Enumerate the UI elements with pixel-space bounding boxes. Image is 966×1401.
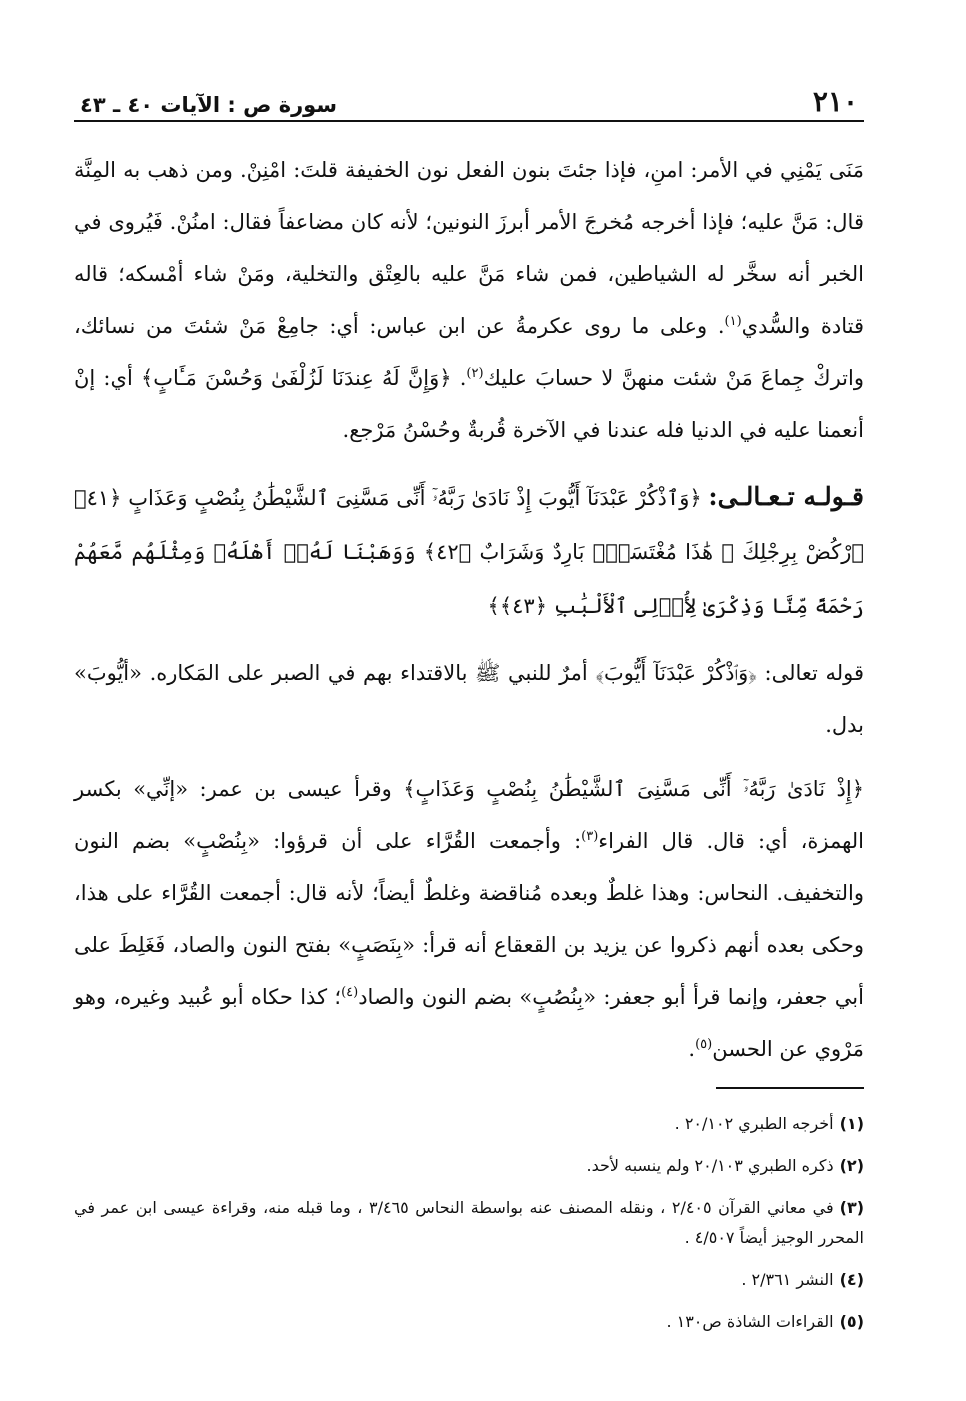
paragraph-2 xyxy=(74,647,864,751)
footnote-text: ذكره الطبري ٢٠/١٠٣ ولم ينسبه لأحد. xyxy=(586,1156,834,1175)
paragraph-3 xyxy=(74,763,864,1075)
paragraph-text: . ﴿وَإِنَّ لَهُ عِندَنَا لَزُلْفَىٰ وَحُسْنَ مَـَٔابٍ﴾ أي: إنْ أنعمنا عليه في الدنيا فله عندنا في الآخرة قُربةٌ وحُسْنُ مَرْجع. xyxy=(74,366,864,442)
footnote-item xyxy=(74,1265,864,1295)
footnote-item xyxy=(74,1193,864,1253)
footnote-ref: (٤) xyxy=(341,985,359,1000)
footnote-divider xyxy=(716,1087,864,1089)
verse-intro: قـولـه تـعـالـى: xyxy=(708,482,864,511)
paragraph-1 xyxy=(74,144,864,456)
page-number: ٢١٠ xyxy=(812,85,858,118)
running-title: سورة ص : الآيات ٤٠ ـ ٤٣ xyxy=(80,93,337,117)
paragraph-text: ﴿إِذْ نَادَىٰ رَبَّهُۥٓ أَنِّى مَسَّنِىَ ٱلشَّيْطَٰنُ بِنُصْبٍ وَعَذَابٍ﴾ وقرأ عيسى بن عمر: «إنِّي» بكسر الهمزة، أي: قال. قال الفراء xyxy=(74,777,864,853)
quran-verse: ﴿وَٱذْكُرْ عَبْدَنَآ أَيُّوبَ إِذْ نَادَىٰ رَبَّهُۥٓ أَنِّى مَسَّنِىَ ٱلشَّيْطَٰنُ بِنُصْبٍ وَعَذَابٍ ﴿٤١﴾ ٱرْكُضْ بِرِجْلِكَ ۖ هَٰذَا مُغْتَسَلٌۢ بَارِدٌ وَشَرَابٌ ﴿٤٢﴾ وَوَهَبْنَا لَهُۥٓ أَهْلَهُۥ وَمِثْلَهُم مَّعَهُمْ رَحْمَةً مِّنَّا وَذِكْرَىٰ لِأُو۟لِى ٱلْأَلْبَٰبِ ﴿٤٣﴾﴾ xyxy=(74,486,864,618)
quran-verse-block xyxy=(74,470,864,633)
footnote-number: (٢) xyxy=(839,1156,864,1175)
paragraph-text: ؛ كذا حكاه أبو عُبيد وغيره، وهو مَرْوي عن الحسن xyxy=(74,985,864,1061)
footnote-ref: (٣) xyxy=(581,829,599,844)
footnote-text: أخرجه الطبري ٢٠/١٠٢ . xyxy=(674,1114,834,1133)
footnote-number: (٥) xyxy=(839,1312,864,1331)
main-text xyxy=(74,144,864,1075)
footnote-item xyxy=(74,1151,864,1181)
footnote-ref: (٢) xyxy=(466,366,484,381)
paragraph-text: قوله تعالى: ﴿وَٱذْكُرْ عَبْدَنَآ أَيُّوبَ﴾ أمرٌ للنبي ﷺ بالاقتداء بهم في الصبر على المَكاره. «أيُّوبَ» بدل. xyxy=(74,661,864,737)
footnotes xyxy=(74,1109,864,1337)
book-page xyxy=(74,78,864,1349)
paragraph-text: . xyxy=(688,1037,696,1061)
page-header xyxy=(74,78,864,122)
footnote-number: (١) xyxy=(839,1114,864,1133)
footnote-number: (٣) xyxy=(839,1198,865,1217)
footnote-item xyxy=(74,1109,864,1139)
footnote-text: في معاني القرآن ٢/٤٠٥ ، ونقله المصنف عنه بواسطة النحاس ٣/٤٦٥ ، وما قبله منه، وقراءة عيسى ابن عمر في المحرر الوجيز أيضاً ٤/٥٠٧ . xyxy=(74,1198,864,1247)
paragraph-text: : وأجمعت القُرَّاء على أن قرؤوا: «بِنُصْبٍ» بضم النون والتخفيف. النحاس: وهذا غلطٌ وبعده مُناقضة وغلطٌ أيضاً؛ لأنه قال: أجمعت القُرَّاء على هذا، وحكى بعده أنهم ذكروا عن يزيد بن القعقاع أنه قرأ: «بِنَصَبٍ» بفتح النون والصاد، فَغَلِطَ على أبي جعفر، وإنما قرأ أبو جعفر: «بِنُصُبٍ» بضم النون والصاد xyxy=(74,829,864,1009)
paragraph-text: مَنَى يَمْنِي في الأمر: امنِ، فإذا جئتَ بنون الفعل نون الخفيفة قلتَ: امْنِنْ. ومن ذهب به المِنَّة قال: مَنَّ عليه؛ فإذا أخرجه مُخرجَ الأمر أبرزَ النونين؛ لأنه كان مضاعفاً فقال: امنُنْ. فَيُروى في الخبر أنه سخَّر له الشياطين، فمن شاء مَنَّ عليه بالعِتْق والتخلية، ومَنْ شاء أمْسكه؛ قاله قتادة والسُّدي xyxy=(74,158,864,338)
footnote-text: القراءات الشاذة ص١٣٠ . xyxy=(666,1312,834,1331)
footnote-item xyxy=(74,1307,864,1337)
footnote-number: (٤) xyxy=(839,1270,864,1289)
footnote-text: النشر ٢/٣٦١ . xyxy=(741,1270,834,1289)
footnote-ref: (١) xyxy=(724,314,742,329)
footnote-ref: (٥) xyxy=(695,1037,713,1052)
paragraph-text: . وعلى ما روى عكرمةُ عن ابن عباس: أي: جامِعْ مَنْ شئتَ من نسائك، واتركْ جِماعَ مَنْ شئت منهنَّ لا حسابَ عليك xyxy=(74,314,864,390)
